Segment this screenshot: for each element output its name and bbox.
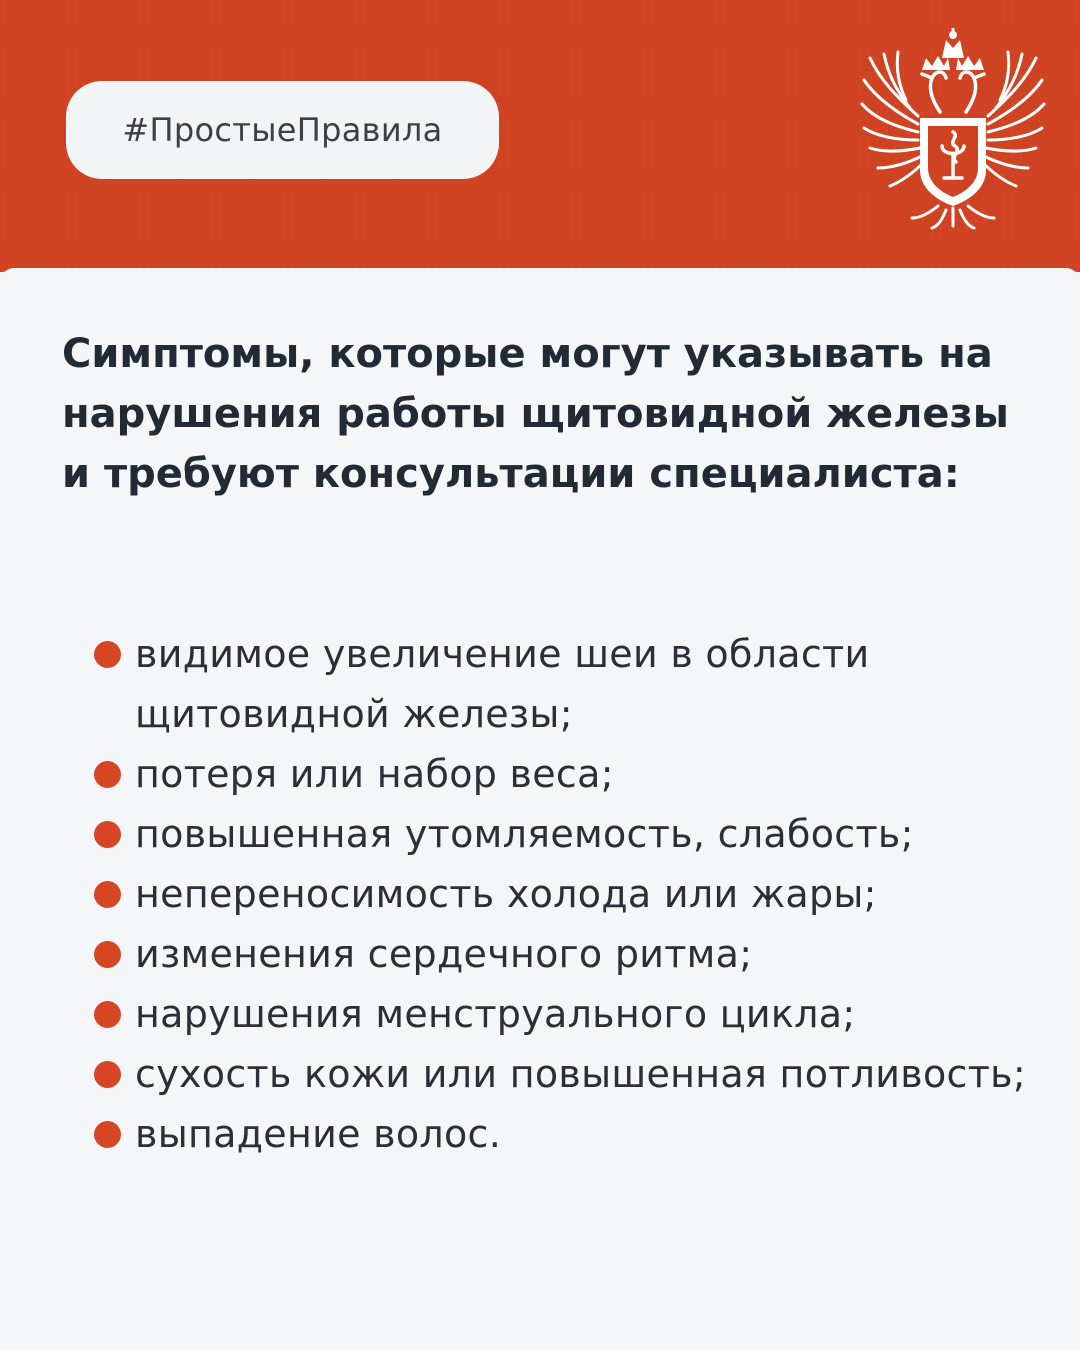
hashtag-text: #ПростыеПравила bbox=[122, 111, 443, 149]
symptom-text: видимое увеличение шеи в области щитовидной железы; bbox=[135, 632, 870, 736]
bullet-dot-icon bbox=[94, 1001, 121, 1028]
list-item bbox=[94, 924, 1054, 984]
page-title: Симптомы, которые могут указывать на нарушения работы щитовидной железы и требуют консультации специалиста: bbox=[62, 331, 1009, 497]
bullet-dot-icon bbox=[94, 1121, 121, 1148]
list-item bbox=[94, 804, 1054, 864]
list-item bbox=[94, 984, 1054, 1044]
symptom-text: нарушения менструального цикла; bbox=[135, 992, 856, 1036]
hashtag-pill[interactable] bbox=[66, 81, 499, 179]
ministry-emblem-icon bbox=[858, 28, 1048, 230]
list-item bbox=[94, 1104, 1054, 1164]
symptom-text: непереносимость холода или жары; bbox=[135, 872, 877, 916]
symptom-text: потеря или набор веса; bbox=[135, 752, 614, 796]
bullet-dot-icon bbox=[94, 1061, 121, 1088]
bullet-dot-icon bbox=[94, 881, 121, 908]
bullet-dot-icon bbox=[94, 641, 121, 668]
symptom-text: сухость кожи или повышенная потливость; bbox=[135, 1052, 1026, 1096]
list-item bbox=[94, 864, 1054, 924]
symptom-text: выпадение волос. bbox=[135, 1112, 502, 1156]
list-item bbox=[94, 624, 1054, 744]
symptom-text: повышенная утомляемость, слабость; bbox=[135, 812, 914, 856]
symptom-text: изменения сердечного ритма; bbox=[135, 932, 753, 976]
list-item bbox=[94, 744, 1054, 804]
bullet-dot-icon bbox=[94, 821, 121, 848]
bullet-dot-icon bbox=[94, 761, 121, 788]
symptom-list bbox=[94, 624, 1054, 1164]
bullet-dot-icon bbox=[94, 941, 121, 968]
list-item bbox=[94, 1044, 1054, 1104]
header-banner bbox=[0, 0, 1080, 272]
